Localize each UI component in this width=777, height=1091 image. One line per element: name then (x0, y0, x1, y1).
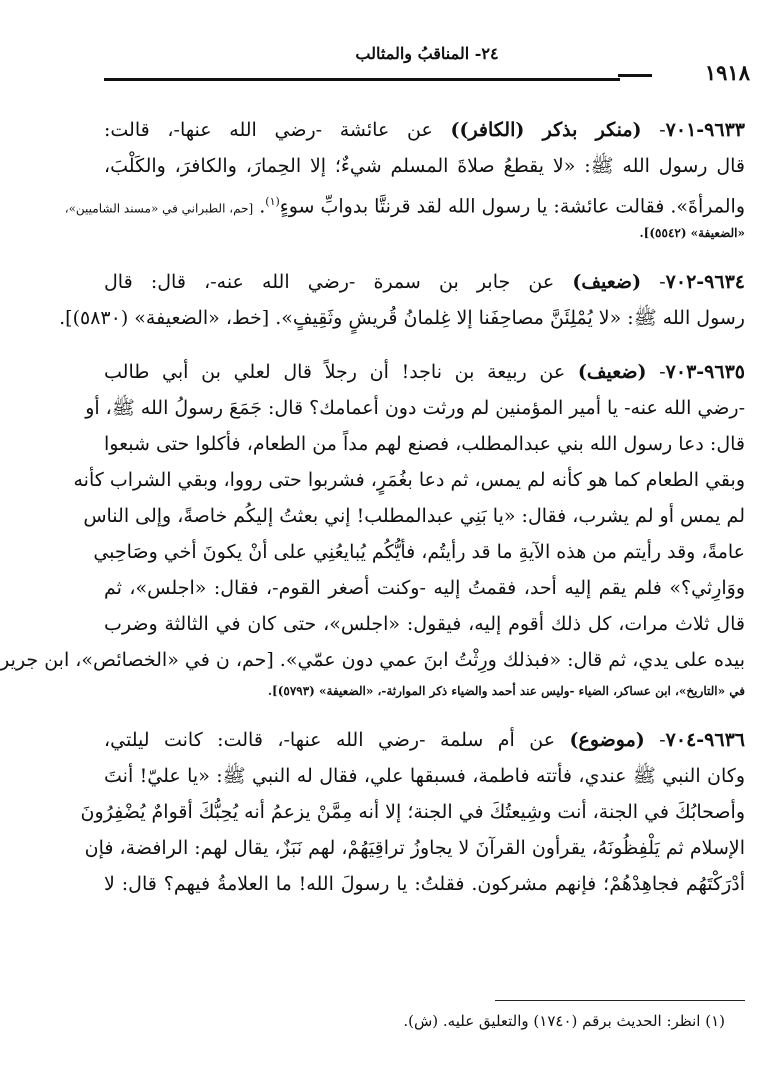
hadith-text: وأصحابُكَ في الجنة، أنت وشِيعتُكَ في الجنة؛ إلا أنه مِمَّنْ يزعمُ أنه يُحِبُّكَ أقوامٌ يُضْفِرُونَ (80, 801, 745, 823)
page-body (0, 112, 745, 920)
footnote-marker: (١) (265, 195, 280, 208)
hadith-text: عن جابر بن سمرة -رضي الله عنه-، قال: قال (104, 271, 555, 293)
footnote: (١) انظر: الحديث برقم (١٧٤٠) والتعليق عليه. (ش). (403, 1012, 725, 1030)
header-rule-tick (618, 74, 652, 77)
entry-line: ٩٦٣٥-٧٠٣- (ضعيف) عن ربيعة بن ناجد! أن رجلاً قال لعلي بن أبي طالب (104, 361, 745, 383)
hadith-number: ٩٦٣٦-٧٠٤ (665, 729, 745, 751)
hadith-entry (64, 112, 745, 246)
hadith-text: -رضي الله عنه- يا أمير المؤمنين لم ورثت دون أعمامك؟ قال: جَمَعَ رسولُ الله ﷺ، أو (85, 397, 745, 419)
hadith-text: عن أم سلمة -رضي الله عنها-، قالت: كانت ليلتي، (104, 729, 556, 751)
hadith-text: والمرأةَ». فقالت عائشة: يا رسول الله لقد قرنتَّا بدوابِّ سوءٍ (279, 195, 745, 218)
page-number: ١٩١٨ (704, 60, 750, 85)
hadith-text: أدْرَكْتَهُم فجاهِدْهُمْ؛ فإنهم مشركون. فقلتُ: يا رسولَ الله! ما العلامةُ فيهم؟ قال: لا (104, 873, 745, 895)
header-rule (104, 78, 620, 81)
page-header (104, 44, 750, 84)
hadith-number: ٩٦٣٥-٧٠٣ (665, 361, 745, 383)
source-reference: [حم، الطبراني في «مسند الشاميين»، (64, 201, 254, 216)
hadith-text: الإسلام ثم يَلْفِظُونَهُ، يقرأون القرآنَ لا يجاوزُ تراقِيَهُمْ، لهم نَبَزٌ، يقال لهم: الرافضة، فإن (84, 837, 745, 859)
hadith-text: عن ربيعة بن ناجد! أن رجلاً قال لعلي بن أبي طالب (104, 361, 566, 383)
hadith-text: وكان النبي ﷺ عندي، فأتته فاطمة، فسبقها علي، فقال له النبي ﷺ: «يا عليّ! أنتَ (104, 765, 745, 787)
hadith-grade: (موضوع) (569, 729, 645, 751)
hadith-text: قال ثلاث مرات، كل ذلك أقوم إليه، فيقول: «اجلس»، حتى كان في الثالثة وضرب (104, 613, 745, 635)
source-reference: في «التاريخ»، ابن عساكر، الضياء -وليس عند أحمد والضياء ذكر الموارثة-، «الضعيفة» (٥٧٩٣)]. (267, 684, 745, 698)
hadith-text: قال رسول الله ﷺ: «لا يقطعُ صلاةَ المسلم شيءٌ؛ إلا الحِمارَ، والكافرَ، والكَلْبَ، (104, 155, 745, 177)
entry-line: والمرأةَ». فقالت عائشة: يا رسول الله لقد قرنتَّا بدوابِّ سوءٍ$^{(١)}$. [حم، الطبراني في «مسند الشاميين»، (64, 195, 745, 218)
hadith-text: بيده على يدي، ثم قال: «فبذلك ورِثْتُ ابنَ عمي دون عمّي». [حم، ن في «الخصائص»، ابن جرير (0, 649, 745, 671)
footnote-separator (495, 1000, 745, 1001)
hadith-text: رسول الله ﷺ: «لا يُمْلِئَنَّ مصاحِفَنا إلا غِلمانُ قُريشٍ وثَقِيفٍ». [خط، «الضعيفة» (٥٨٣٠)]. (59, 307, 745, 329)
hadith-number: ٩٦٣٤-٧٠٢ (665, 271, 745, 293)
hadith-text: قال: دعا رسول الله بني عبدالمطلب، فصنع لهم مداً من الطعام، فأكلوا حتى شبعوا (104, 433, 745, 455)
hadith-entry (80, 722, 745, 902)
entry-line: ٩٦٣٤-٧٠٢- (ضعيف) عن جابر بن سمرة -رضي الله عنه-، قال: قال (104, 271, 745, 293)
entry-line: ٩٦٣٣-٧٠١- (منكر بذكر (الكافر)) عن عائشة -رضي الله عنها-، قالت: (104, 119, 745, 141)
hadith-text: عامةً، وقد رأيتم من هذه الآيةِ ما قد رأيتُم، فأيُّكُم يُبايعُنِي على أنْ يكونَ أخي وصَاحِبي (93, 541, 745, 563)
hadith-number: ٩٦٣٣-٧٠١ (665, 119, 745, 141)
hadith-text: وبقي الطعام كما هو كأنه لم يمس، ثم دعا بغُمَرٍ، فشربوا حتى رووا، وبقي الشراب كأنه (73, 469, 745, 491)
hadith-grade: (ضعيف) (577, 361, 647, 383)
hadith-grade: (منكر بذكر (الكافر)) (450, 119, 642, 141)
hadith-text: ووَارِثي؟» فلم يقم إليه أحد، فقمتُ إليه -وكنت أصغر القوم-، فقال: «اجلس»، ثم (104, 577, 745, 599)
hadith-text: لم يمس أو لم يشرب، فقال: «يا بَنِي عبدالمطلب! إني بعثتُ إليكُم خاصةً، وإلى الناس (83, 505, 745, 527)
hadith-entry (59, 264, 745, 336)
entry-line: ٩٦٣٦-٧٠٤- (موضوع) عن أم سلمة -رضي الله عنها-، قالت: كانت ليلتي، (104, 729, 745, 751)
hadith-entry (0, 354, 745, 704)
hadith-grade: (ضعيف) (572, 271, 642, 293)
hadith-text: عن عائشة -رضي الله عنها-، قالت: (104, 119, 433, 141)
chapter-title: ٢٤- المناقبُ والمثالب (355, 44, 499, 63)
source-reference: «الضعيفة» (٥٥٤٢)]. (639, 226, 745, 240)
